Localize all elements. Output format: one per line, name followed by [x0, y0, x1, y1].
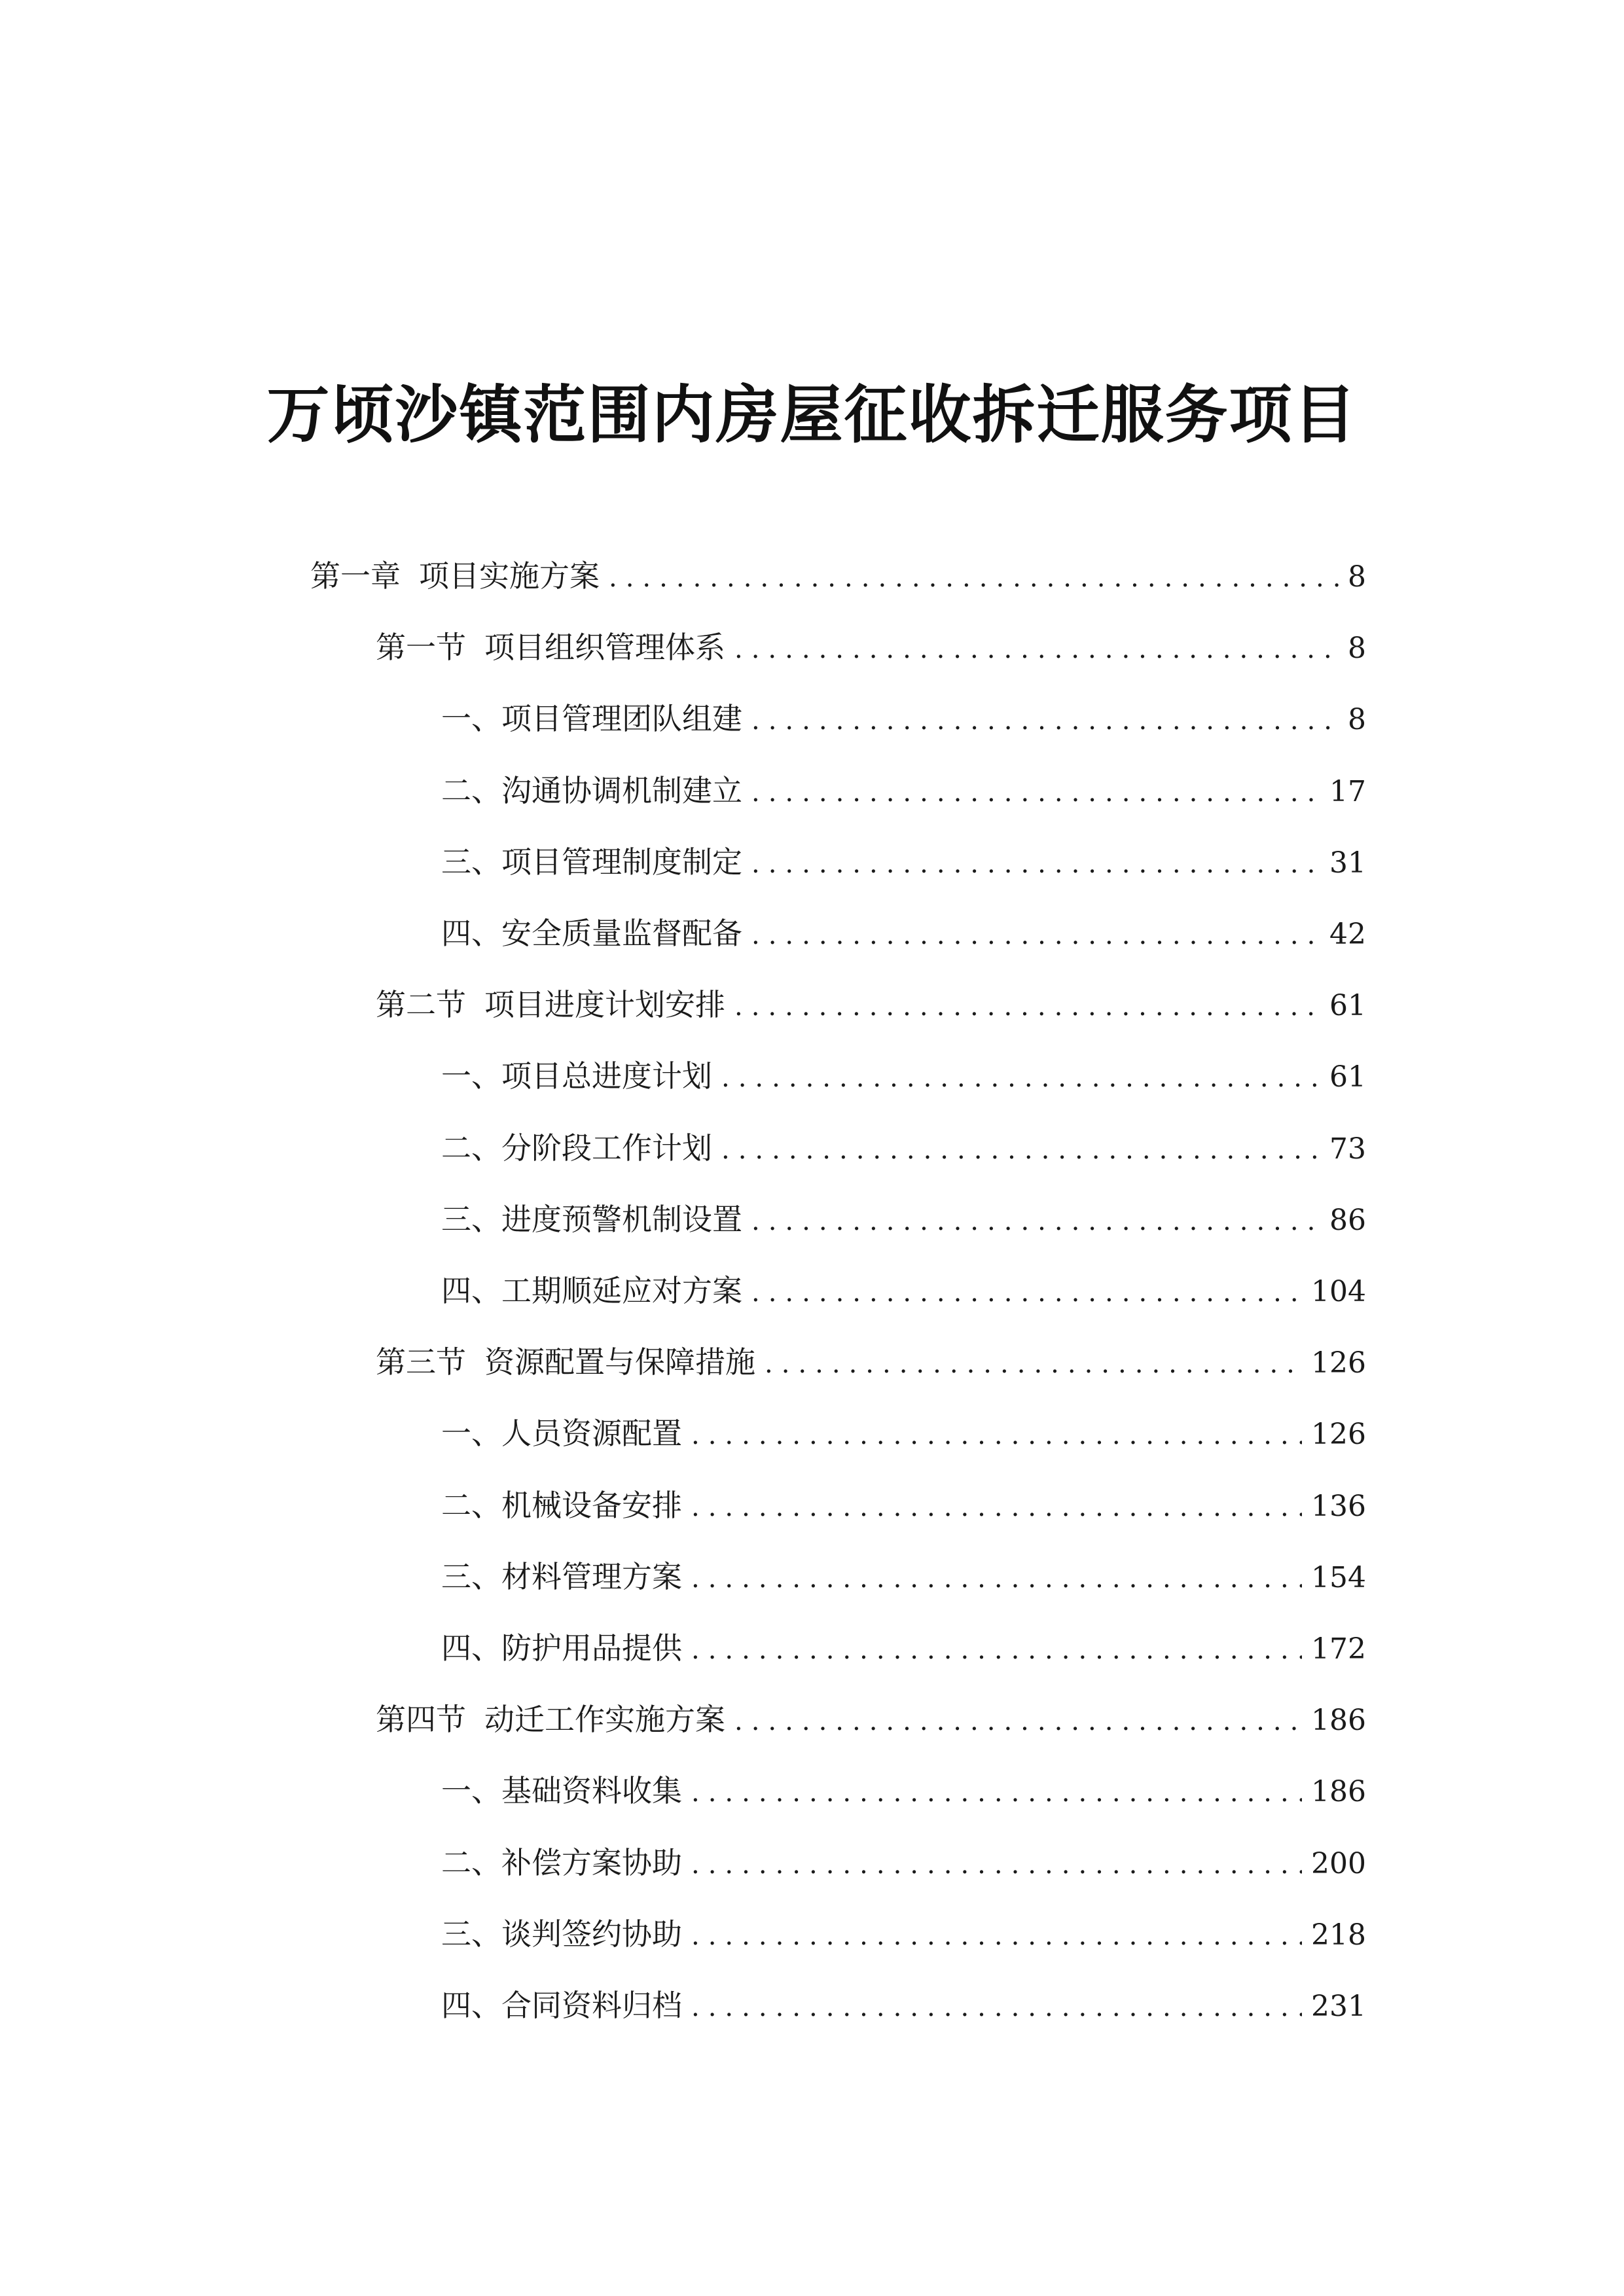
toc-entry-page: 8	[1348, 703, 1366, 737]
toc-entry-page: 31	[1329, 846, 1366, 880]
toc-dot-leader	[691, 1910, 1302, 1962]
toc-entry-title: 动迁工作实施方案	[484, 1702, 725, 1738]
toc-entry-title: 材料管理方案	[501, 1558, 682, 1594]
toc-entry-number: 三、	[441, 1558, 501, 1594]
toc-entry[interactable]	[310, 550, 1366, 602]
toc-entry-title: 补偿方案协助	[501, 1844, 682, 1880]
toc-entry-title: 谈判签约协助	[501, 1916, 682, 1952]
toc-entry-number: 四、	[441, 916, 501, 951]
toc-dot-leader	[721, 1052, 1320, 1104]
toc-entry-page: 8	[1348, 560, 1366, 594]
toc-entry-title: 基础资料收集	[501, 1773, 682, 1809]
toc-entry-page: 61	[1329, 989, 1366, 1023]
toc-entry-title: 合同资料归档	[501, 1988, 682, 2023]
toc-entry-title: 项目进度计划安排	[484, 987, 725, 1023]
toc-entry-page: 61	[1329, 1060, 1366, 1094]
toc-entry-page: 218	[1311, 1918, 1366, 1952]
toc-entry-title: 沟通协调机制建立	[501, 772, 742, 808]
toc-entry-title: 工期顺延应对方案	[501, 1273, 742, 1308]
toc-entry-number: 一、	[441, 1416, 501, 1452]
toc-entry-title: 人员资源配置	[501, 1416, 682, 1452]
toc-entry-number: 四、	[441, 1988, 501, 2023]
toc-entry-title: 分阶段工作计划	[501, 1130, 712, 1166]
toc-entry-title: 项目管理团队组建	[501, 701, 742, 737]
toc-entry-page: 17	[1329, 774, 1366, 808]
toc-entry-page: 73	[1329, 1132, 1366, 1166]
toc-entry[interactable]	[441, 1837, 1366, 1889]
toc-entry-title: 安全质量监督配备	[501, 916, 742, 951]
toc-entry-title: 项目实施方案	[419, 558, 600, 594]
toc-dot-leader	[691, 1767, 1302, 1819]
toc-dot-leader	[751, 766, 1320, 819]
toc-dot-leader	[734, 623, 1339, 675]
toc-dot-leader	[734, 1695, 1302, 1748]
toc-entry-number: 第一节	[376, 630, 466, 666]
toc-entry[interactable]	[441, 692, 1366, 745]
toc-entry-number: 第二节	[376, 987, 466, 1023]
toc-dot-leader	[751, 1195, 1320, 1247]
toc-entry-title: 项目总进度计划	[501, 1058, 712, 1094]
toc-entry-number: 一、	[441, 1773, 501, 1809]
toc-entry[interactable]	[441, 1050, 1366, 1102]
toc-entry-page: 186	[1311, 1704, 1366, 1738]
toc-entry-page: 86	[1329, 1203, 1366, 1237]
toc-entry-title: 防护用品提供	[501, 1630, 682, 1666]
toc-entry[interactable]	[441, 1765, 1366, 1817]
toc-dot-leader	[734, 980, 1320, 1033]
toc-entry[interactable]	[441, 907, 1366, 960]
toc-dot-leader	[751, 1266, 1302, 1319]
toc-entry-page: 8	[1348, 632, 1366, 666]
toc-entry[interactable]	[376, 621, 1366, 673]
toc-entry-title: 资源配置与保障措施	[484, 1344, 755, 1380]
toc-entry[interactable]	[376, 1336, 1366, 1388]
toc-entry-number: 一、	[441, 1058, 501, 1094]
toc-dot-leader	[691, 1409, 1302, 1462]
toc-entry-number: 第三节	[376, 1344, 466, 1380]
toc-dot-leader	[691, 1624, 1302, 1676]
toc-entry-page: 186	[1311, 1775, 1366, 1809]
toc-entry-page: 104	[1311, 1275, 1366, 1308]
toc-entry[interactable]	[441, 1979, 1366, 2032]
toc-entry-page: 154	[1311, 1560, 1366, 1594]
toc-entry[interactable]	[441, 1479, 1366, 1532]
toc-entry-title: 项目组织管理体系	[484, 630, 725, 666]
toc-dot-leader	[691, 1839, 1302, 1891]
toc-entry[interactable]	[441, 1193, 1366, 1246]
toc-entry[interactable]	[441, 1551, 1366, 1603]
toc-entry-page: 126	[1311, 1418, 1366, 1452]
toc-entry[interactable]	[441, 1908, 1366, 1960]
toc-entry[interactable]	[441, 764, 1366, 817]
toc-entry-page: 42	[1329, 918, 1366, 951]
toc-entry-number: 二、	[441, 1130, 501, 1166]
toc-entry-number: 四、	[441, 1273, 501, 1308]
toc-entry[interactable]	[441, 1407, 1366, 1460]
toc-entry-page: 126	[1311, 1346, 1366, 1380]
toc-entry[interactable]	[441, 1265, 1366, 1317]
toc-entry[interactable]	[376, 1693, 1366, 1746]
toc-dot-leader	[691, 1981, 1302, 2034]
toc-entry[interactable]	[441, 836, 1366, 888]
toc-dot-leader	[691, 1552, 1302, 1605]
toc-entry-number: 三、	[441, 1201, 501, 1237]
toc-entry-number: 四、	[441, 1630, 501, 1666]
toc-entry-page: 231	[1311, 1990, 1366, 2023]
toc-entry-number: 一、	[441, 701, 501, 737]
toc-entry-number: 三、	[441, 1916, 501, 1952]
toc-dot-leader	[751, 909, 1320, 961]
toc-dot-leader	[609, 552, 1339, 604]
toc-entry-number: 三、	[441, 844, 501, 880]
document-title: 万顷沙镇范围内房屋征收拆迁服务项目	[266, 378, 1358, 452]
toc-entry-number: 二、	[441, 1844, 501, 1880]
toc-dot-leader	[751, 694, 1339, 747]
toc-dot-leader	[751, 838, 1320, 890]
toc-entry[interactable]	[441, 1122, 1366, 1174]
toc-dot-leader	[765, 1338, 1302, 1390]
toc-entry-title: 进度预警机制设置	[501, 1201, 742, 1237]
toc-dot-leader	[721, 1124, 1320, 1176]
toc-entry-page: 172	[1311, 1632, 1366, 1666]
toc-entry-page: 200	[1311, 1846, 1366, 1880]
toc-entry[interactable]	[441, 1622, 1366, 1674]
toc-entry[interactable]	[376, 978, 1366, 1031]
toc-dot-leader	[691, 1481, 1302, 1534]
toc-entry-number: 二、	[441, 1487, 501, 1523]
toc-entry-title: 机械设备安排	[501, 1487, 682, 1523]
toc-entry-number: 二、	[441, 772, 501, 808]
toc-entry-title: 项目管理制度制定	[501, 844, 742, 880]
toc-entry-number: 第四节	[376, 1702, 466, 1738]
toc-entry-page: 136	[1311, 1489, 1366, 1523]
toc-entry-number: 第一章	[310, 558, 401, 594]
